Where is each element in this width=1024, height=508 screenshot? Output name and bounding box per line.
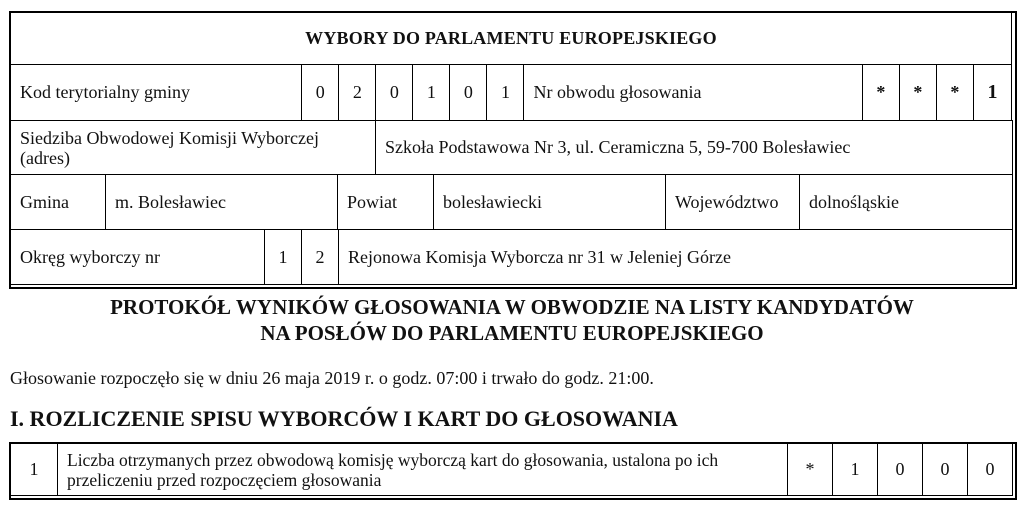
gmina-value: m. Bolesławiec — [106, 175, 338, 230]
election-title: WYBORY DO PARLAMENTU EUROPEJSKIEGO — [11, 13, 1012, 65]
row-digit: 0 — [968, 444, 1013, 496]
obwod-digit: * — [936, 65, 973, 121]
kod-digit: 0 — [376, 65, 413, 121]
row-digit: 0 — [923, 444, 968, 496]
protocol-title-line2: NA POSŁÓW DO PARLAMENTU EUROPEJSKIEGO — [260, 321, 764, 345]
kod-digit: 1 — [487, 65, 524, 121]
siedziba-table — [10, 120, 1013, 175]
rejonowa-komisja: Rejonowa Komisja Wyborcza nr 31 w Jeleniej Górze — [339, 230, 1013, 285]
protocol-title-line1: PROTOKÓŁ WYNIKÓW GŁOSOWANIA W OBWODZIE NA LISTY KANDYDATÓW — [110, 295, 914, 319]
wojewodztwo-label: Województwo — [666, 175, 800, 230]
kod-digit: 0 — [450, 65, 487, 121]
row-digit: * — [788, 444, 833, 496]
siedziba-label: Siedziba Obwodowej Komisji Wyborczej (adres) — [11, 121, 376, 175]
protocol-title — [0, 294, 1024, 346]
row-digit: 0 — [878, 444, 923, 496]
kod-digit: 2 — [339, 65, 376, 121]
voting-info: Głosowanie rozpoczęło się w dniu 26 maja 2019 r. o godz. 07:00 i trwało do godz. 21:00. — [10, 368, 654, 388]
row-number: 1 — [11, 444, 58, 496]
obwod-digit: * — [862, 65, 899, 121]
okreg-label: Okręg wyborczy nr — [11, 230, 265, 285]
section1-table — [10, 443, 1013, 496]
okreg-table — [10, 229, 1013, 285]
row-description: Liczba otrzymanych przez obwodową komisję wyborczą kart do głosowania, ustalona po ich przeliczeniu przed rozpoczęciem głosowania — [58, 444, 788, 496]
kod-label: Kod terytorialny gminy — [11, 65, 302, 121]
okreg-digit: 1 — [265, 230, 302, 285]
powiat-value: bolesławiecki — [434, 175, 666, 230]
kod-digit: 0 — [302, 65, 339, 121]
wojewodztwo-value: dolnośląskie — [800, 175, 1013, 230]
row-digit: 1 — [833, 444, 878, 496]
location-table — [10, 174, 1013, 230]
obwod-digit: 1 — [973, 65, 1011, 121]
obwod-label: Nr obwodu głosowania — [524, 65, 862, 121]
siedziba-value: Szkoła Podstawowa Nr 3, ul. Ceramiczna 5, 59-700 Bolesławiec — [376, 121, 1013, 175]
obwod-digit: * — [899, 65, 936, 121]
header-table — [10, 12, 1012, 121]
okreg-digit: 2 — [302, 230, 339, 285]
powiat-label: Powiat — [338, 175, 434, 230]
gmina-label: Gmina — [11, 175, 106, 230]
kod-digit: 1 — [413, 65, 450, 121]
table-row — [11, 444, 1013, 496]
section-heading: I. ROZLICZENIE SPISU WYBORCÓW I KART DO GŁOSOWANIA — [10, 406, 678, 431]
